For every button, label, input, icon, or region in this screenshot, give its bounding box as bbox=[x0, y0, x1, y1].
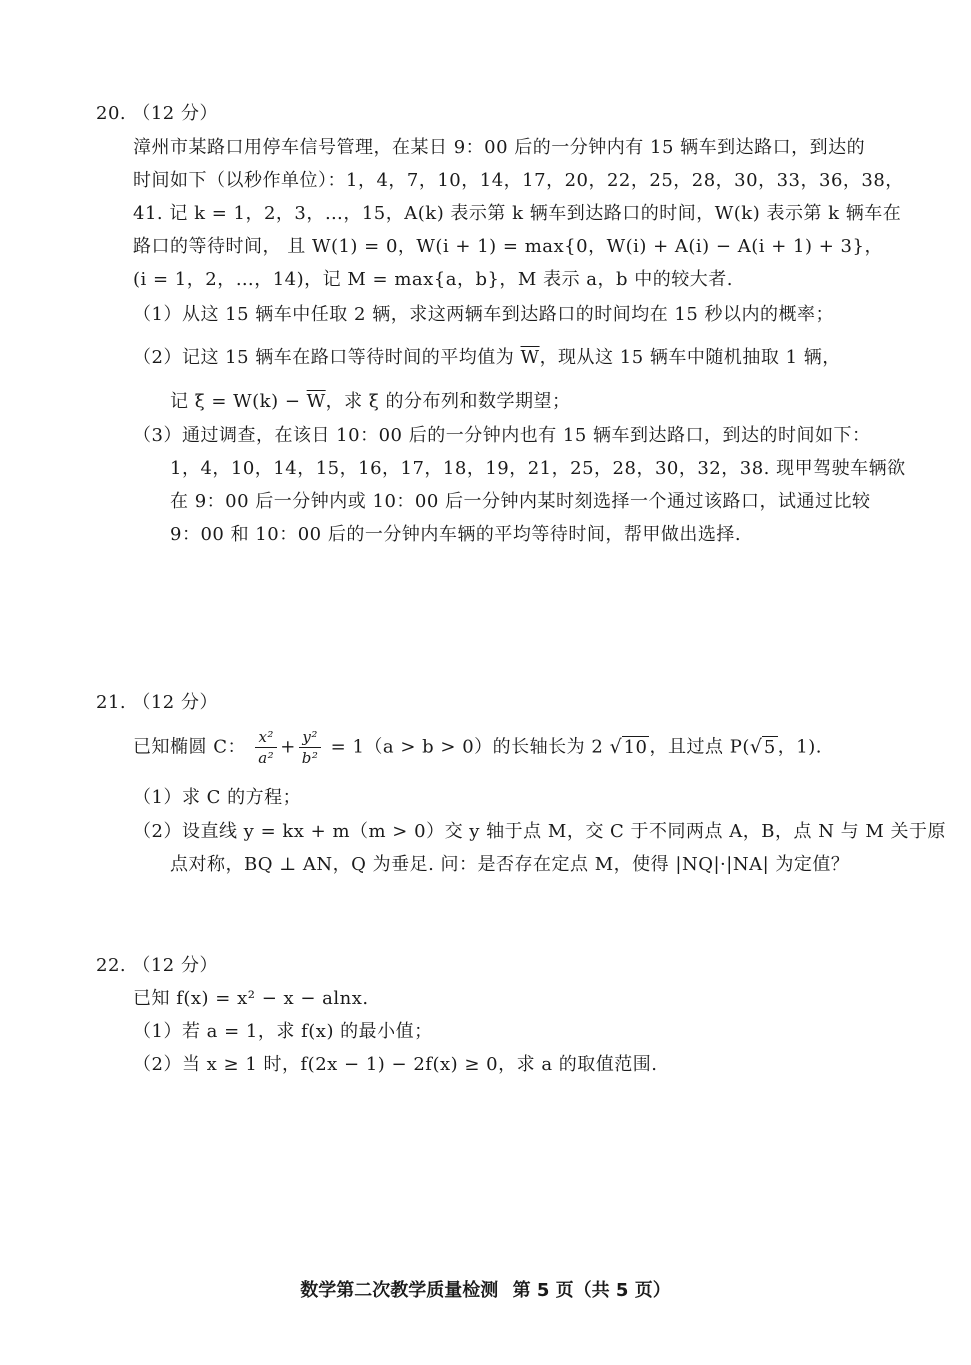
radicand: 5 bbox=[763, 736, 776, 758]
q21-stem bbox=[133, 727, 822, 768]
q20-part-2-text: （2）记这 15 辆车在路口等待时间的平均值为 bbox=[133, 347, 515, 368]
fraction-denominator: a² bbox=[258, 749, 275, 767]
q20-stem-line-2: 时间如下（以秒作单位）：1，4，7，10，14，17，20，22，25，28，30，33，36，38， bbox=[133, 170, 904, 191]
footer-title: 数学第二次教学质量检测 bbox=[300, 1280, 499, 1301]
fraction-y2-b2 bbox=[299, 727, 322, 768]
radicand: 10 bbox=[623, 736, 648, 758]
q20-stem-line-4: 路口的等待时间， 且 W(1) = 0，W(i + 1) = max{0，W(i) + A(i) − A(i + 1) + 3}， bbox=[133, 236, 883, 257]
q22-part-2: （2）当 x ≥ 1 时，f(2x − 1) − 2f(x) ≥ 0，求 a 的取值范围. bbox=[133, 1054, 658, 1075]
w-bar-symbol: $\overline{W}$ bbox=[520, 347, 540, 368]
q20-part-3-line-4: 9：00 和 10：00 后的一分钟内车辆的平均等待时间，帮甲做出选择. bbox=[170, 524, 742, 545]
q22-stem: 已知 f(x) = x² − x − alnx. bbox=[133, 988, 369, 1009]
q20-part-2b-text: 记 ξ = W(k) − bbox=[170, 391, 301, 412]
q21-part-2-line-1: （2）设直线 y = kx + m（m > 0）交 y 轴于点 M，交 C 于不同两点 A，B，点 N 与 M 关于原 bbox=[133, 821, 947, 842]
footer-page-number: 第 5 页（共 5 页） bbox=[512, 1280, 671, 1301]
q21-stem-end: ，1). bbox=[777, 736, 822, 758]
q20-part-1: （1）从这 15 辆车中任取 2 辆，求这两辆车到达路口的时间均在 15 秒以内的概率； bbox=[133, 304, 835, 325]
plus-sign: + bbox=[280, 736, 296, 758]
q20-part-2-line-2 bbox=[170, 390, 571, 414]
q20-part-3-line-1: （3）通过调查，在该日 10：00 后的一分钟内也有 15 辆车到达路口，到达的时间如下： bbox=[133, 425, 871, 446]
q21-part-1: （1）求 C 的方程； bbox=[133, 787, 302, 808]
q20-part-3-line-2: 1，4，10，14，15，16，17，18，19，21，25，28，30，32，38. 现甲驾驶车辆欲 bbox=[170, 458, 906, 479]
w-bar-symbol: $\overline{W}$ bbox=[306, 391, 326, 412]
q20-part-2-tail: ，现从这 15 辆车中随机抽取 1 辆， bbox=[539, 347, 841, 368]
q21-part-2-line-2: 点对称，BQ ⊥ AN，Q 为垂足. 问：是否存在定点 M，使得 |NQ|·|NA| 为定值？ bbox=[170, 854, 850, 875]
q20-stem-line-3: 41. 记 k = 1，2，3，…，15，A(k) 表示第 k 辆车到达路口的时间，W(k) 表示第 k 辆车在 bbox=[133, 203, 902, 224]
q21-stem-middle: = 1（a > b > 0）的长轴长为 2 bbox=[330, 736, 604, 758]
page-footer bbox=[0, 1276, 971, 1302]
q20-part-3-line-3: 在 9：00 后一分钟内或 10：00 后一分钟内某时刻选择一个通过该路口，试通过比较 bbox=[170, 491, 871, 512]
q21-stem-middle-2: ，且过点 P( bbox=[649, 736, 750, 758]
q20-part-2-line-1 bbox=[133, 346, 841, 370]
q22-heading: 22. （12 分） bbox=[96, 955, 218, 976]
q21-heading: 21. （12 分） bbox=[96, 692, 218, 713]
q22-part-1: （1）若 a = 1，求 f(x) 的最小值； bbox=[133, 1021, 433, 1042]
fraction-x2-a2 bbox=[255, 727, 277, 768]
fraction-numerator: y² bbox=[299, 727, 322, 748]
sqrt-5 bbox=[752, 728, 778, 768]
q20-stem-line-5: (i = 1，2，…，14)，记 M = max{a，b}，M 表示 a，b 中的较大者. bbox=[133, 269, 733, 290]
fraction-numerator: x² bbox=[255, 727, 277, 748]
q20-heading: 20. （12 分） bbox=[96, 103, 218, 124]
q20-stem-line-1: 漳州市某路口用停车信号管理，在某日 9：00 后的一分钟内有 15 辆车到达路口，到达的 bbox=[133, 137, 866, 158]
sqrt-10 bbox=[612, 728, 650, 768]
fraction-denominator: b² bbox=[301, 749, 319, 767]
q21-stem-prefix: 已知椭圆 C： bbox=[133, 736, 246, 758]
q20-part-2b-tail: ，求 ξ 的分布列和数学期望； bbox=[325, 391, 571, 412]
